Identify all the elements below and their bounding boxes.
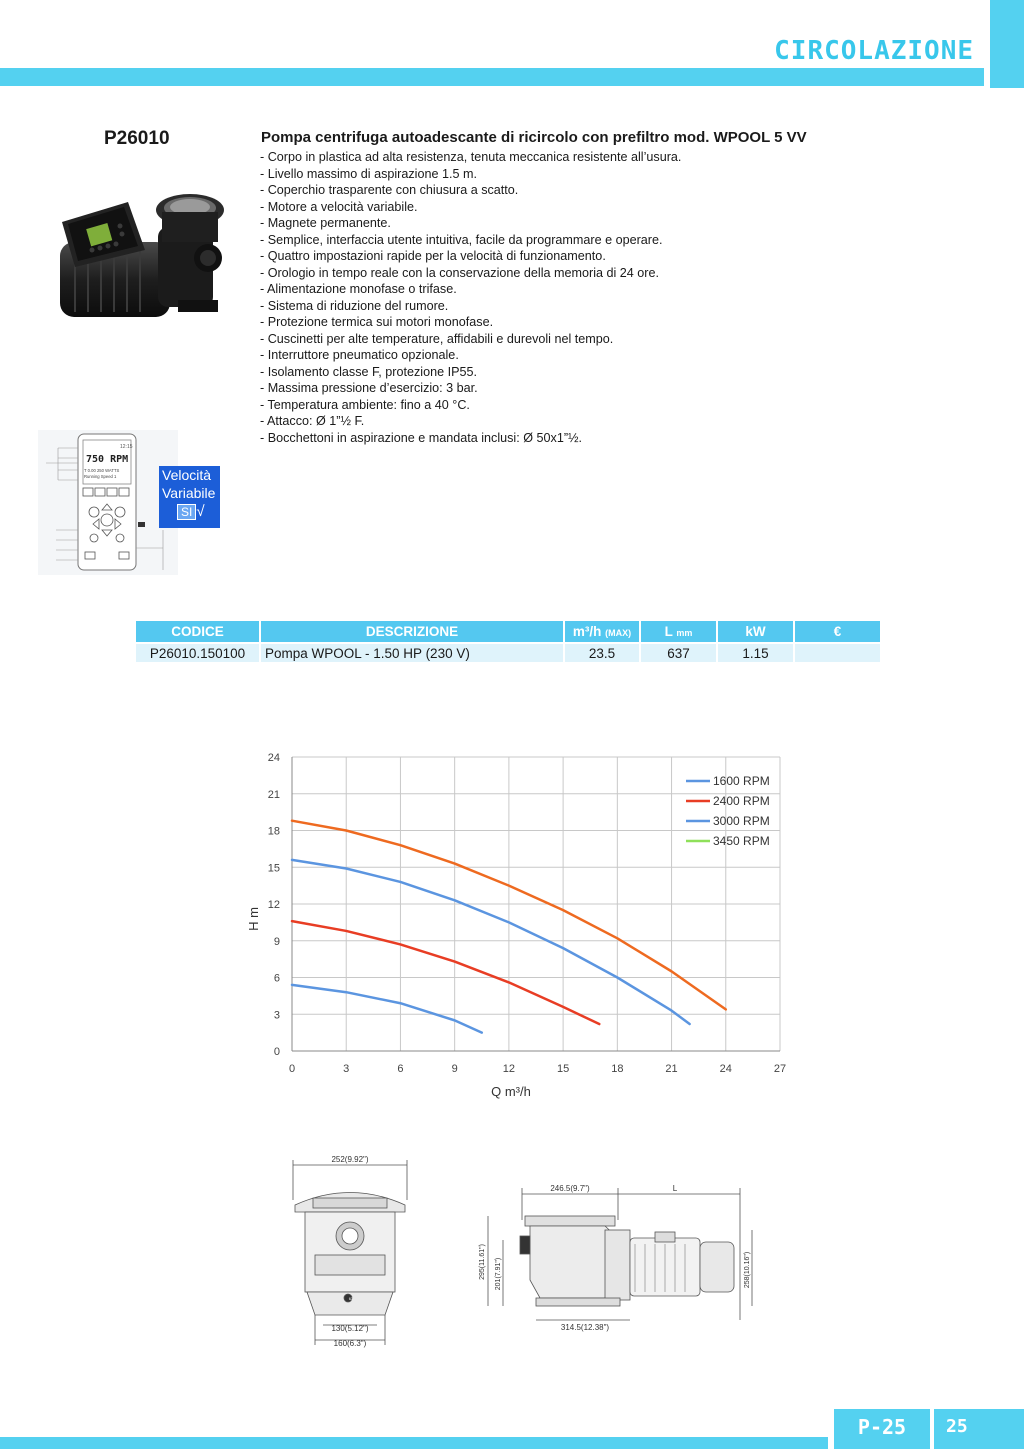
badge-si: SI [177, 504, 196, 520]
y-axis-label: H m [246, 907, 261, 931]
x-axis-label: Q m³/h [491, 1084, 531, 1099]
y-tick-label: 15 [267, 862, 280, 875]
dim-front-width: 252(9.92") [331, 1155, 369, 1164]
x-tick-label: 18 [611, 1063, 624, 1075]
x-tick-label: 15 [556, 1063, 570, 1075]
feature-item: - Massima pressione d’esercizio: 3 bar. [260, 381, 478, 395]
cell-desc: Pompa WPOOL - 1.50 HP (230 V) [261, 642, 563, 662]
col-flow-sub: (MAX) [605, 628, 632, 638]
header-tab [990, 0, 1024, 88]
display-rpm: 750 RPM [86, 454, 129, 465]
x-tick-label: 6 [397, 1063, 404, 1075]
cell-code: P26010.150100 [136, 642, 259, 662]
x-tick-label: 3 [343, 1063, 350, 1075]
col-length-sub: mm [676, 628, 693, 638]
y-tick-label: 6 [273, 972, 280, 985]
feature-item: - Sistema di riduzione del rumore. [260, 298, 449, 313]
y-tick-label: 18 [267, 825, 280, 838]
x-tick-label: 9 [451, 1063, 458, 1075]
feature-item: - Temperatura ambiente: fino a 40 °C. [260, 397, 470, 412]
dim-side-top: 246.5(9.7") [550, 1184, 590, 1193]
page-number: 25 [934, 1409, 1024, 1449]
page-code: P-25 [834, 1409, 930, 1449]
x-tick-label: 0 [288, 1063, 296, 1075]
footer-bar [0, 1437, 828, 1449]
feature-item: - Semplice, interfaccia utente intuitiva, facile da programmare e operare. [260, 232, 663, 247]
cell-flow: 23.5 [565, 642, 639, 662]
col-price: € [795, 621, 880, 642]
feature-item: - Attacco: Ø 1”½ F. [260, 414, 365, 428]
display-line2: Running Speed 1 [84, 474, 117, 479]
dim-front-base2: 160(6.3") [333, 1339, 367, 1348]
legend-entry: 3450 RPM [713, 834, 770, 848]
col-length [641, 621, 716, 642]
legend-entry: 2400 RPM [713, 794, 770, 808]
product-title: Pompa centrifuga autoadescante di ricircolo con prefiltro mod. WPOOL 5 VV [261, 129, 807, 146]
series-line [292, 860, 690, 1024]
table-row [136, 642, 880, 662]
feature-item: - Isolamento classe F, protezione IP55. [260, 364, 478, 379]
feature-item: - Livello massimo di aspirazione 1.5 m. [260, 166, 477, 181]
cell-length: 637 [641, 642, 716, 662]
dim-side-l: L [672, 1184, 678, 1193]
col-desc: DESCRIZIONE [261, 621, 563, 642]
dim-side-h3: 258(10.16") [744, 1251, 751, 1289]
legend-entry: 3000 RPM [713, 814, 770, 828]
col-flow-label: m³/h [572, 624, 602, 639]
section-title: CIRCOLAZIONE [774, 36, 974, 66]
dim-side-base: 314.5(12.38") [560, 1323, 610, 1332]
feature-item: - Quattro impostazioni rapide per la velocità di funzionamento. [260, 249, 606, 263]
front-view-drawing [285, 1150, 415, 1350]
feature-item: - Motore a velocità variabile. [260, 199, 418, 214]
product-code: P26010 [104, 128, 170, 149]
variable-speed-badge [159, 466, 220, 528]
badge-line2: Variabile [162, 485, 216, 501]
col-code: CODICE [136, 621, 259, 642]
feature-item: - Cuscinetti per alte temperature, affidabili e durevoli nel tempo. [260, 331, 614, 346]
col-length-label: L [664, 624, 673, 639]
feature-item: - Bocchettoni in aspirazione e mandata inclusi: Ø 50x1”½. [260, 430, 583, 445]
y-tick-label: 12 [267, 899, 280, 911]
y-tick-label: 21 [267, 788, 280, 801]
col-flow [565, 621, 639, 642]
feature-item: - Protezione termica sui motori monofase. [260, 315, 494, 329]
control-panel-diagram [38, 430, 178, 575]
dim-front-label: 63 [348, 1296, 354, 1301]
cell-power: 1.15 [718, 642, 793, 662]
badge-line1: Velocità [162, 467, 212, 483]
pump-curve-chart [240, 740, 800, 1110]
feature-item: - Corpo in plastica ad alta resistenza, tenuta meccanica resistente all’usura. [260, 150, 682, 164]
table-header-row [136, 621, 880, 642]
x-tick-label: 27 [773, 1063, 787, 1075]
feature-list [260, 149, 681, 446]
product-table [134, 621, 882, 662]
dim-front-base1: 130(5.12") [331, 1324, 369, 1333]
display-line: T 0.00 250 WATTS [84, 468, 120, 473]
feature-item: - Orologio in tempo reale con la conservazione della memoria di 24 ore. [260, 265, 660, 280]
x-tick-label: 24 [719, 1063, 732, 1075]
check-icon: √ [196, 503, 205, 520]
x-tick-label: 12 [502, 1063, 516, 1075]
pump-photo [50, 182, 250, 332]
cell-price [795, 642, 880, 662]
col-power: kW [718, 621, 793, 642]
y-tick-label: 24 [267, 752, 280, 764]
y-tick-label: 9 [273, 935, 280, 948]
header-bar [0, 68, 984, 86]
legend-entry: 1600 RPM [713, 774, 770, 788]
dim-side-h2: 201(7.91") [495, 1257, 502, 1291]
series-line [292, 921, 599, 1024]
side-view-drawing [470, 1180, 770, 1340]
feature-item: - Alimentazione monofase o trifase. [260, 282, 457, 296]
feature-item: - Interruttore pneumatico opzionale. [260, 348, 459, 362]
y-tick-label: 3 [273, 1009, 280, 1022]
series-line [292, 985, 482, 1033]
display-time: 12:15 [120, 444, 133, 450]
y-tick-label: 0 [273, 1046, 280, 1058]
dim-side-h1: 295(11.61") [479, 1244, 486, 1280]
x-tick-label: 21 [665, 1063, 678, 1075]
feature-item: - Coperchio trasparente con chiusura a scatto. [260, 183, 519, 197]
feature-item: - Magnete permanente. [260, 216, 391, 230]
